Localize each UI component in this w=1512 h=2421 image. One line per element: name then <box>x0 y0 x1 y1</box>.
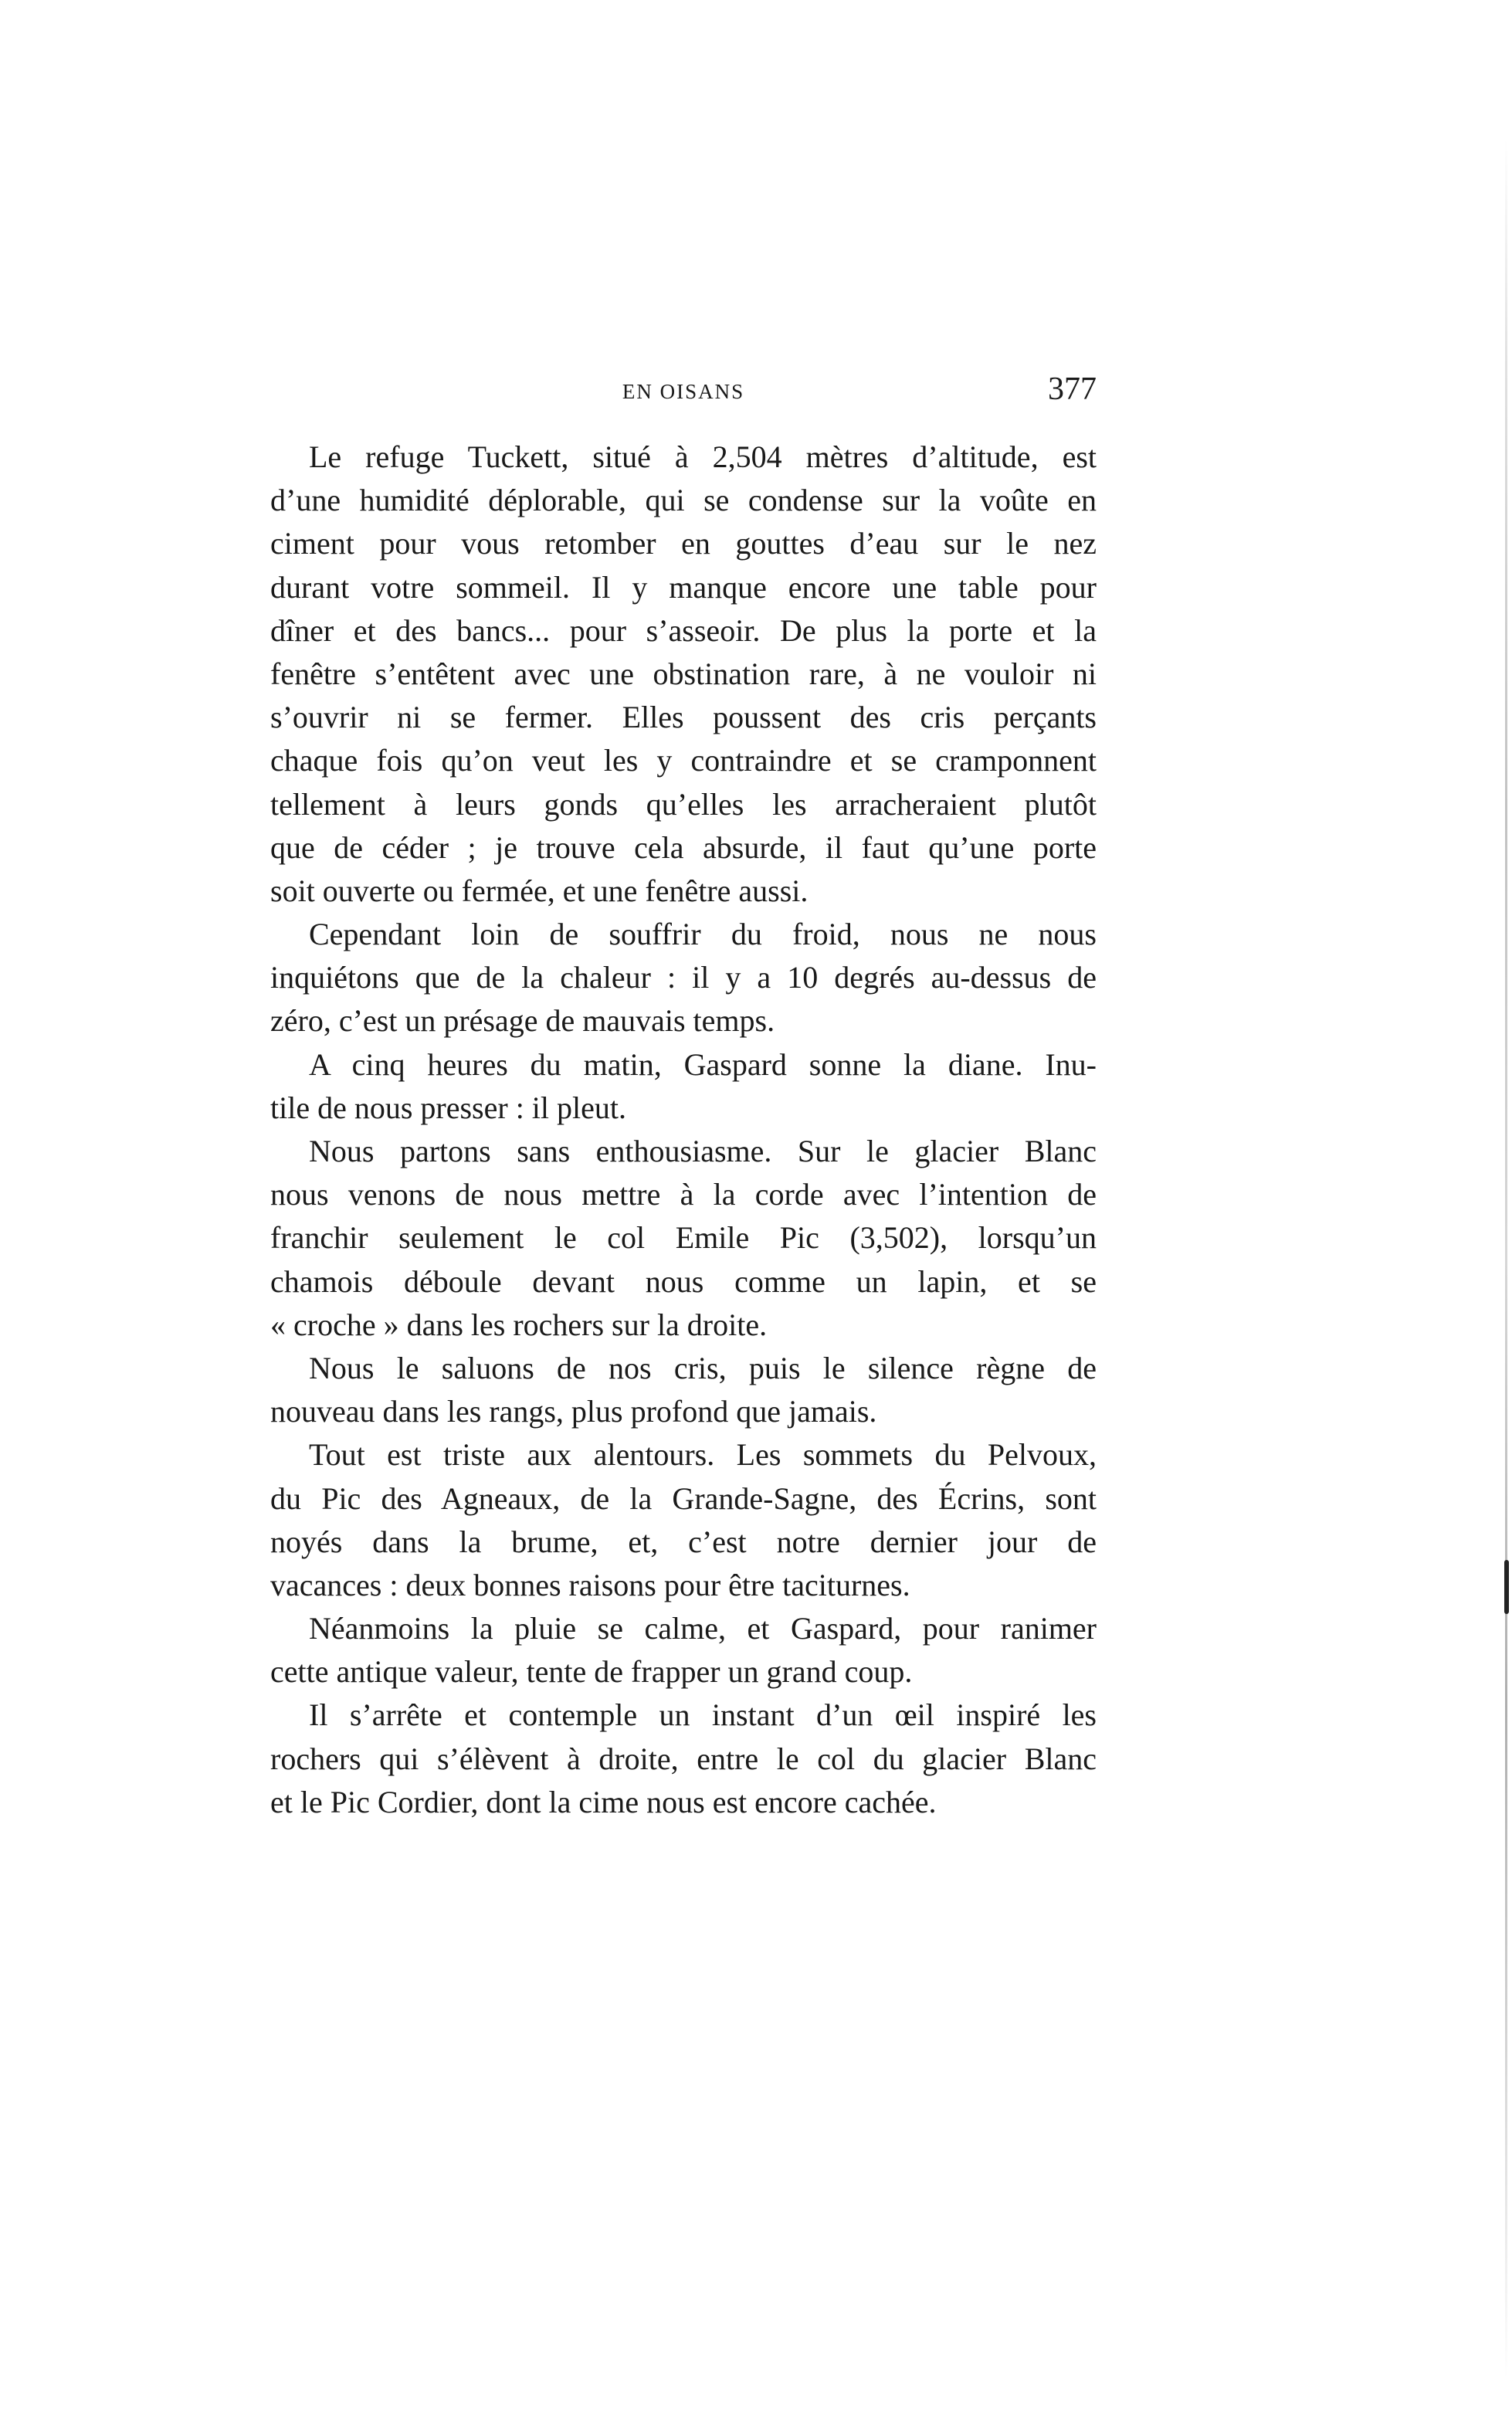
text-line: dîner et des bancs... pour s’asseoir. De plus la porte et la <box>270 612 1097 648</box>
paragraph <box>270 1433 1097 1607</box>
text-line: Néanmoins la pluie se calme, et Gaspard, pour ranimer <box>309 1611 1097 1646</box>
scan-edge-shadow <box>1505 139 1507 2379</box>
text-line: d’une humidité déplorable, qui se condense sur la voûte en <box>270 483 1097 518</box>
paragraph <box>270 1130 1097 1347</box>
body-text <box>270 436 1097 1824</box>
text-line: chamois déboule devant nous comme un lapin, et se <box>270 1263 1097 1299</box>
text-line: Nous partons sans enthousiasme. Sur le glacier Blanc <box>309 1134 1097 1168</box>
text-line: « croche » dans les rochers sur la droite. <box>270 1307 768 1342</box>
text-line: inquiétons que de la chaleur : il y a 10 degrés au-dessus de <box>270 960 1097 995</box>
paragraph <box>270 1694 1097 1824</box>
text-line: durant votre sommeil. Il y manque encore une table pour <box>270 569 1097 605</box>
text-line: tellement à leurs gonds qu’elles les arracheraient plutôt <box>270 786 1097 822</box>
text-line: que de céder ; je trouve cela absurde, il faut qu’une porte <box>270 829 1097 865</box>
text-line: Tout est triste aux alentours. Les sommets du Pelvoux, <box>309 1437 1097 1473</box>
paragraph <box>270 1607 1097 1694</box>
text-line: fenêtre s’entêtent avec une obstination rare, à ne vouloir ni <box>270 656 1097 691</box>
text-line: rochers qui s’élèvent à droite, entre le col du glacier Blanc <box>270 1741 1097 1776</box>
text-line: cette antique valeur, tente de frapper un grand coup. <box>270 1654 913 1690</box>
text-line: nouveau dans les rangs, plus profond que jamais. <box>270 1394 877 1429</box>
text-line: tile de nous presser : il pleut. <box>270 1090 627 1125</box>
text-line: Nous le saluons de nos cris, puis le silence règne de <box>309 1350 1097 1385</box>
running-title: EN OISANS <box>622 380 745 403</box>
paragraph <box>270 913 1097 1043</box>
text-line: Cependant loin de souffrir du froid, nous ne nous <box>309 917 1097 952</box>
text-line: et le Pic Cordier, dont la cime nous est encore cachée. <box>270 1784 937 1819</box>
scan-edge-mark <box>1504 1560 1509 1614</box>
page-header <box>270 371 1097 412</box>
text-line: chaque fois qu’on veut les y contraindre et se cramponnent <box>270 743 1097 778</box>
text-line: franchir seulement le col Emile Pic (3,502), lorsqu’un <box>270 1220 1097 1256</box>
text-line: vacances : deux bonnes raisons pour être taciturnes. <box>270 1567 910 1602</box>
text-line: nous venons de nous mettre à la corde avec l’intention de <box>270 1177 1097 1212</box>
text-line: Le refuge Tuckett, situé à 2,504 mètres d’altitude, est <box>309 439 1097 474</box>
text-line: Il s’arrête et contemple un instant d’un œil inspiré les <box>309 1697 1097 1733</box>
text-line: s’ouvrir ni se fermer. Elles poussent des cris perçants <box>270 700 1097 735</box>
paragraph <box>270 436 1097 913</box>
text-line: zéro, c’est un présage de mauvais temps. <box>270 1003 775 1039</box>
page-number: 377 <box>1048 371 1097 407</box>
text-line: soit ouverte ou fermée, et une fenêtre aussi. <box>270 873 809 908</box>
paragraph <box>270 1043 1097 1130</box>
text-line: ciment pour vous retomber en gouttes d’eau sur le nez <box>270 526 1097 561</box>
text-line: noyés dans la brume, et, c’est notre dernier jour de <box>270 1524 1097 1559</box>
paragraph <box>270 1347 1097 1433</box>
text-line: du Pic des Agneaux, de la Grande-Sagne, des Écrins, sont <box>270 1480 1097 1516</box>
text-line: A cinq heures du matin, Gaspard sonne la diane. Inu- <box>309 1046 1097 1082</box>
